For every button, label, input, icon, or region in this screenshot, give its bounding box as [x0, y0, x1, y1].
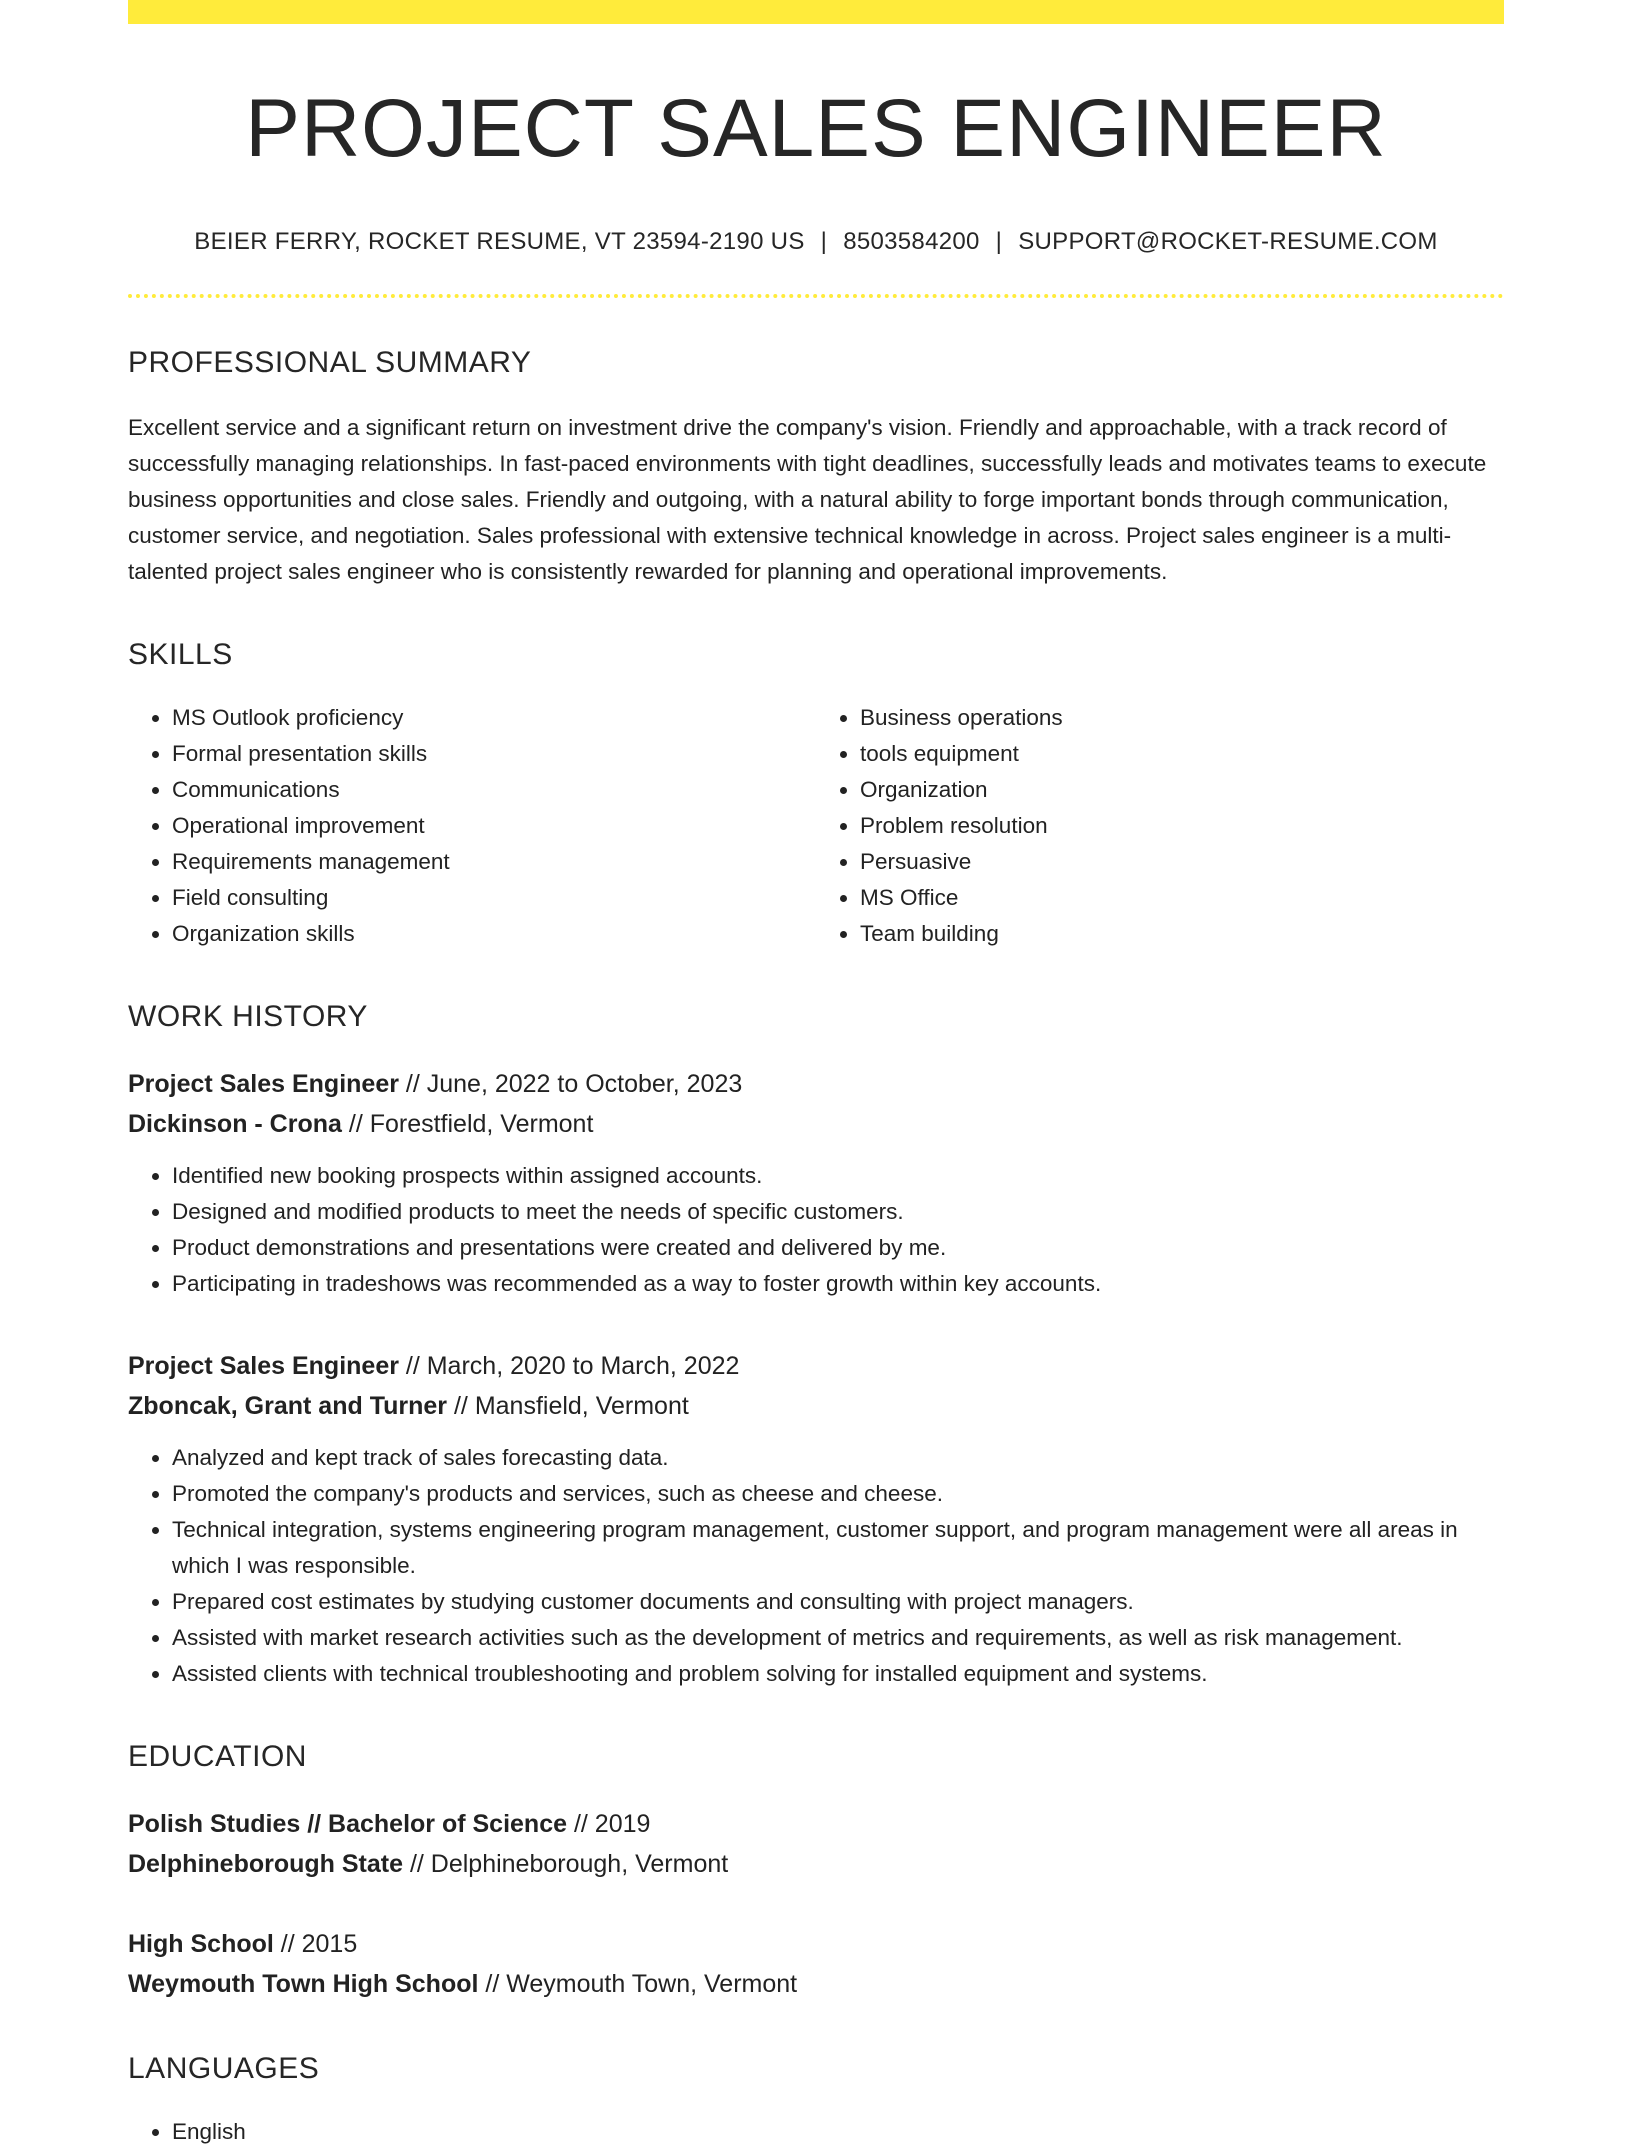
job-bullet: • Promoted the company's products and services, such as cheese and cheese. — [172, 1476, 1504, 1512]
skills-list — [128, 700, 1504, 952]
job-company-line — [128, 1386, 1504, 1426]
education-degree-line — [128, 1804, 1504, 1844]
skill-item: • Formal presentation skills — [172, 736, 816, 772]
skill-item: • Organization — [860, 772, 1504, 808]
education-school-line — [128, 1964, 1504, 2004]
job-title: Project Sales Engineer — [128, 1070, 399, 1099]
education-entry — [128, 1924, 1504, 2004]
job-company: Zboncak, Grant and Turner — [128, 1392, 448, 1421]
job-title: Project Sales Engineer — [128, 1352, 399, 1381]
job-company: Dickinson - Crona — [128, 1110, 342, 1139]
education-school: Weymouth Town High School — [128, 1970, 479, 1999]
skill-item: • Requirements management — [172, 844, 816, 880]
education-heading: EDUCATION — [128, 1740, 307, 1774]
job-company-line — [128, 1104, 1504, 1144]
job-dates: // March, 2020 to March, 2022 — [398, 1352, 740, 1381]
skill-item: • Operational improvement — [172, 808, 816, 844]
skill-item: • Field consulting — [172, 880, 816, 916]
job-dates: // June, 2022 to October, 2023 — [398, 1070, 743, 1099]
skill-item: • Business operations — [860, 700, 1504, 736]
contact-phone: 8503584200 — [843, 228, 980, 256]
work-history-heading: WORK HISTORY — [128, 1000, 368, 1034]
skill-item: • tools equipment — [860, 736, 1504, 772]
contact-email: SUPPORT@ROCKET-RESUME.COM — [1018, 228, 1438, 256]
job-entry — [128, 1346, 1504, 1692]
contact-line — [128, 228, 1504, 256]
summary-heading: PROFESSIONAL SUMMARY — [128, 346, 532, 380]
contact-separator: | — [995, 228, 1003, 256]
dotted-divider — [128, 294, 1504, 298]
education-school: Delphineborough State — [128, 1850, 403, 1879]
contact-separator: | — [820, 228, 828, 256]
education-degree-line — [128, 1924, 1504, 1964]
job-bullet: • Prepared cost estimates by studying customer documents and consulting with project managers. — [172, 1584, 1504, 1620]
education-year: // 2019 — [567, 1810, 651, 1839]
job-bullet: • Assisted clients with technical troubleshooting and problem solving for installed equipment and systems. — [172, 1656, 1504, 1692]
education-location: // Delphineborough, Vermont — [403, 1850, 729, 1879]
job-bullet: • Technical integration, systems engineering program management, customer support, and program management were all areas in which I was responsible. — [172, 1512, 1504, 1584]
resume-page — [128, 0, 1504, 2150]
skill-item: • MS Office — [860, 880, 1504, 916]
skills-heading: SKILLS — [128, 638, 233, 672]
skill-item: • Organization skills — [172, 916, 816, 952]
accent-bar — [128, 0, 1504, 24]
languages-heading: LANGUAGES — [128, 2052, 320, 2086]
resume-title: PROJECT SALES ENGINEER — [245, 83, 1387, 174]
job-bullets — [128, 1158, 1504, 1302]
contact-address: BEIER FERRY, ROCKET RESUME, VT 23594-2190 US — [194, 228, 805, 256]
skill-item: • MS Outlook proficiency — [172, 700, 816, 736]
job-location: // Mansfield, Vermont — [447, 1392, 689, 1421]
job-bullet: • Product demonstrations and presentations were created and delivered by me. — [172, 1230, 1504, 1266]
education-degree: Polish Studies // Bachelor of Science — [128, 1810, 568, 1839]
job-bullet: • Assisted with market research activities such as the development of metrics and requirements, as well as risk management. — [172, 1620, 1504, 1656]
job-entry — [128, 1064, 1504, 1302]
language-item: • English — [172, 2114, 1504, 2150]
languages-list — [128, 2114, 1504, 2150]
job-location: // Forestfield, Vermont — [341, 1110, 594, 1139]
job-title-line — [128, 1064, 1504, 1104]
summary-text: Excellent service and a significant return on investment drive the company's vision. Friendly and approachable, with a track record of successfully managing relationships. In fast-paced environments with tight deadlines, successfully leads and motivates teams to execute business opportunities and close sales. Friendly and outgoing, with a natural ability to forge important bonds through communication, customer service, and negotiation. Sales professional with extensive technical knowledge in across. Project sales engineer is a multi-talented project sales engineer who is consistently rewarded for planning and operational improvements. — [128, 415, 1487, 585]
job-bullet: • Designed and modified products to meet the needs of specific customers. — [172, 1194, 1504, 1230]
education-entry — [128, 1804, 1504, 1884]
job-bullet: • Identified new booking prospects within assigned accounts. — [172, 1158, 1504, 1194]
skill-item: • Team building — [860, 916, 1504, 952]
education-location: // Weymouth Town, Vermont — [478, 1970, 798, 1999]
skills-column-left — [128, 700, 816, 952]
skills-column-right — [816, 700, 1504, 952]
job-title-line — [128, 1346, 1504, 1386]
education-school-line — [128, 1844, 1504, 1884]
skill-item: • Problem resolution — [860, 808, 1504, 844]
skill-item: • Communications — [172, 772, 816, 808]
job-bullets — [128, 1440, 1504, 1692]
skill-item: • Persuasive — [860, 844, 1504, 880]
education-degree: High School — [128, 1930, 274, 1959]
job-bullet: • Participating in tradeshows was recommended as a way to foster growth within key accounts. — [172, 1266, 1504, 1302]
education-year: // 2015 — [273, 1930, 358, 1959]
job-bullet: • Analyzed and kept track of sales forecasting data. — [172, 1440, 1504, 1476]
